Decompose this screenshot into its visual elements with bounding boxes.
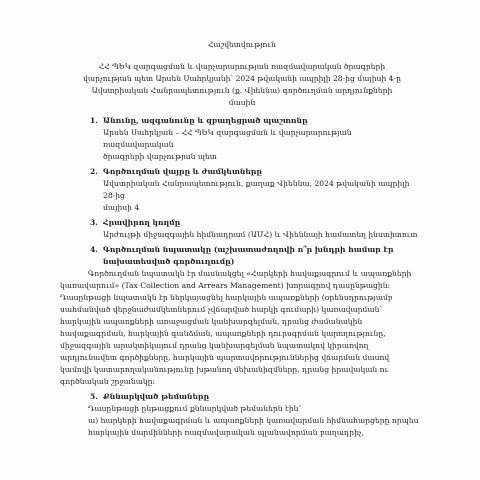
- paragraph-line: կառավարում» (Tax Collection and Arrears Management) խորագրով դասընթացին:: [60, 281, 391, 290]
- section-heading-text: Գործուղման վայրը և ժամկետները: [103, 167, 262, 176]
- section-3-heading: [60, 217, 424, 229]
- body-line: Արսեն Սահրկյան – ՀՀ ՊԵԿ զարգացման և վարչարարության ռազմավարական: [103, 128, 352, 149]
- intro-line: մասին: [228, 98, 256, 107]
- section-number: 1.: [90, 116, 98, 125]
- body-line: ծրագրերի վարչության պետ: [103, 152, 217, 161]
- section-number: 2.: [90, 167, 98, 176]
- body-line: մայիսի 4: [103, 203, 140, 212]
- intro-line: Ավստրիական Հանրապետություն (ք. Վիեննա) գործուղման արդյունքների: [91, 86, 393, 95]
- section-heading-text: Քննարկված թեմաները: [103, 392, 210, 401]
- section-heading-text: նախատեսված գործուղումը): [103, 257, 235, 266]
- document-title: Հաշվետվություն: [208, 40, 276, 49]
- paragraph-line: Գործուղման նպատակն էր մասնակցել «Հարկերի հավաքագրում և ապառքների: [88, 269, 412, 278]
- paragraph-line: կամովի կատարողականությունը խթանող մեխանիզմները, դրանց իրավական ու: [60, 365, 389, 374]
- paragraph-line: հարկային ապառքների առաջացման կանխարգելման, դրանց ժամանակին: [60, 317, 363, 326]
- paragraph-line: սահմանված վերջնաժամկետներում չվճարված հարկի գումարի) կառավարման՝: [60, 305, 383, 314]
- body-line: Դասընթացի ընթացքում քննարկված թեմաներն էին՝: [88, 404, 302, 413]
- document-intro: [60, 61, 424, 109]
- body-line: Ավստրիական Հանրապետություն, քաղաք Վիեննա, 2024 թվականի ապրիլի 28-ից: [103, 179, 410, 200]
- paragraph-line: գործնական շրջանակը:: [60, 377, 156, 386]
- body-line: ա) հարկերի հավաքագրման և ապառքների կառավարման հիմնահարցերը որպես: [88, 416, 419, 425]
- section-1-heading: [60, 115, 424, 127]
- section-2-body: [60, 178, 424, 214]
- section-5-body: [60, 403, 424, 439]
- intro-line: ՀՀ ՊԵԿ զարգացման և վարչարարության ռազմավարական ծրագրերի: [98, 62, 386, 71]
- intro-line: վարչության պետ Արսեն Սահրկյանի՝ 2024 թվականի ապրիլի 28-ից մայիսի 4-ը: [83, 74, 401, 83]
- paragraph-line: Դասընթացի նպատակն էր ներկայացնել հարկային ապառքների (օրենսդրությամբ: [60, 293, 393, 302]
- section-heading-text: Անունը, ազգանունը և զբաղեցրած պաշտոնը: [103, 116, 308, 125]
- section-heading-text: Հրավիրող կողմը: [103, 218, 181, 227]
- paragraph-line: արդյունավետ գործիքները, հարկային պարտավորություններից վճարման մասով: [60, 353, 390, 362]
- section-number: 3.: [90, 218, 98, 227]
- section-5-heading: [60, 391, 424, 403]
- section-heading-text: Գործուղման նպատակը (աշխատաժողովի ո՞ր խնդրի համար էր: [103, 245, 394, 254]
- section-2-heading: [60, 166, 424, 178]
- section-1-body: [60, 127, 424, 163]
- section-4-paragraph: [60, 268, 424, 388]
- section-number: 4.: [90, 245, 98, 254]
- section-4-heading: [60, 244, 424, 268]
- section-number: 5.: [90, 392, 98, 401]
- body-line: Արժույթի միջազգային հիմնադրամ (ԱՄՀ) և Վիեննայի համատեղ ինստիտուտ: [103, 230, 418, 239]
- paragraph-line: միջազգային արակտիկայում դրանց կանխարգելման նպատակով կիրառվող: [60, 341, 369, 350]
- body-line: հարկային մարմինների ռազմավարական պլանավորման բաղադրիչ,: [88, 428, 365, 437]
- paragraph-line: հավաքագրման, հարկային գանձման, ապառքների դուրսգրման կարողությունը,: [60, 329, 386, 338]
- section-3-body: [60, 229, 424, 241]
